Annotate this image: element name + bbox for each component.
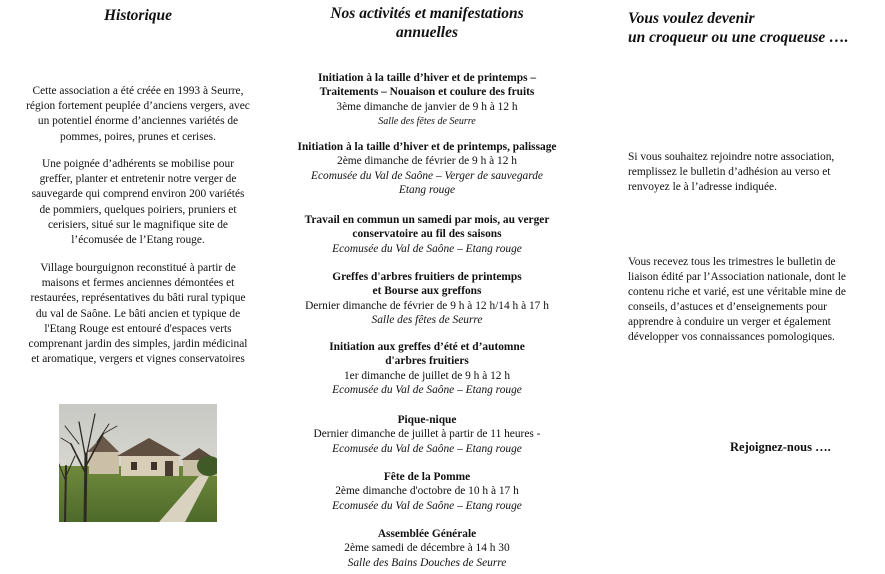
- text-line: Si vous souhaitez rejoindre notre association,: [628, 151, 835, 163]
- activity-location: Salle des Bains Douches de Seurre: [347, 556, 507, 569]
- activity-location: Salle des fêtes de Seurre: [378, 115, 476, 127]
- activity-date: Dernier dimanche de février de 9 h à 12 h/14 h à 17 h: [305, 299, 549, 312]
- devenir-paragraph-1: [628, 150, 878, 195]
- activity-date: 2ème samedi de décembre à 14 h 30: [344, 542, 510, 555]
- activity-location: Ecomusée du Val de Saône – Etang rouge: [332, 499, 522, 512]
- activites-heading: [276, 4, 578, 42]
- activity-title: Assemblée Générale: [377, 528, 477, 540]
- text-line: conseils, d’astuces et d’enseignements pour: [628, 301, 827, 313]
- text-line: l'Etang Rouge est entouré d'espaces verts: [44, 322, 232, 335]
- activity-item: [276, 270, 578, 327]
- text-line: un potentiel énorme d’anciennes variétés de: [37, 115, 239, 128]
- activity-location: Ecomusée du Val de Saône – Etang rouge: [332, 442, 522, 455]
- join-us-text: Rejoignez-nous ….: [730, 440, 831, 454]
- activity-item: [276, 340, 578, 397]
- historique-heading: Historique: [103, 7, 173, 24]
- activity-title: Initiation aux greffes d’été et d’automne: [329, 341, 525, 353]
- historique-paragraph-3: [2, 261, 274, 367]
- activity-date: 2ème dimanche de février de 9 h à 12 h: [337, 155, 517, 168]
- activity-date: 2ème dimanche d'octobre de 10 h à 17 h: [335, 485, 519, 498]
- activity-item: [276, 213, 578, 256]
- text-line: Cette association a été créée en 1993 à Seurre,: [32, 85, 244, 97]
- activity-item: [276, 527, 578, 570]
- text-line: remplissez le bulletin d’adhésion au verso et: [628, 166, 831, 178]
- heading-line: annuelles: [395, 24, 458, 41]
- text-line: maisons et fermes anciennes démontées et: [41, 277, 235, 290]
- activity-title: Greffes d'arbres fruitiers de printemps: [332, 271, 522, 283]
- text-line: du val de Saône. Le bâti ancien et typique de: [35, 307, 241, 320]
- text-line: sauvegarde qui comprend environ 200 variétés: [31, 188, 245, 201]
- activity-location: Etang rouge: [398, 183, 456, 196]
- activity-title: Travail en commun un samedi par mois, au verger: [304, 214, 550, 226]
- activity-title: Traitements – Nouaison et coulure des fruits: [319, 86, 535, 99]
- text-line: et aromatique, vergers et vignes conservatoires: [31, 353, 245, 366]
- activity-item: [276, 413, 578, 456]
- historique-paragraph-2: [2, 157, 274, 248]
- text-line: Village bourguignon reconstitué à partir de: [40, 262, 236, 274]
- text-line: apprendre à conduire un verger et également: [628, 316, 831, 328]
- activity-location: Ecomusée du Val de Saône – Etang rouge: [332, 383, 522, 396]
- text-line: liaison édité par l’Association nationale, dont le: [628, 271, 846, 283]
- text-line: de pommiers, quelques poiriers, pruniers et: [39, 203, 237, 216]
- activity-date: 3ème dimanche de janvier de 9 h à 12 h: [336, 100, 518, 113]
- heading-line: un croqueur ou une croqueuse ….: [628, 29, 849, 46]
- historique-paragraph-1: [2, 84, 274, 145]
- devenir-paragraph-2: [628, 255, 878, 345]
- activity-location: Ecomusée du Val de Saône – Etang rouge: [332, 242, 522, 255]
- text-line: l’écomusée de l’Etang rouge.: [71, 234, 205, 247]
- text-line: renvoyez le à l’adresse indiquée.: [628, 181, 777, 193]
- text-line: greffer, planter et entretenir notre verger de: [39, 173, 237, 186]
- text-line: restaurées, représentatives du bâti rural typique: [30, 292, 246, 305]
- text-line: Vous recevez tous les trimestres le bulletin de: [628, 256, 836, 268]
- heading-line: Nos activités et manifestations: [330, 5, 524, 22]
- text-line: pommes, poires, prunes et cerises.: [60, 130, 216, 143]
- ecomusee-photo: [59, 404, 217, 522]
- activity-date: Dernier dimanche de juillet à partir de 11 heures -: [313, 428, 541, 441]
- text-line: contenu riche et varié, est une véritable mine de: [628, 286, 846, 298]
- text-line: développer vos connaissances pomologiques.: [628, 331, 835, 343]
- activity-item: [276, 71, 578, 129]
- text-line: cerisiers, situé sur le magnifique site de: [48, 218, 228, 231]
- text-line: comprenant jardin des simples, jardin médicinal: [28, 338, 248, 351]
- activity-title: Initiation à la taille d’hiver et de printemps, palissage: [297, 141, 557, 153]
- activity-title: Pique-nique: [397, 414, 457, 426]
- activity-title: Fête de la Pomme: [383, 471, 471, 483]
- text-line: région fortement peuplée d’anciens vergers, avec: [26, 100, 250, 113]
- activity-title: et Bourse aux greffons: [372, 285, 482, 298]
- activity-item: [276, 140, 578, 197]
- heading-line: Vous voulez devenir: [628, 10, 755, 27]
- devenir-heading: [628, 9, 885, 47]
- activity-date: 1er dimanche de juillet de 9 h à 12 h: [343, 369, 511, 382]
- text-line: Une poignée d’adhérents se mobilise pour: [41, 158, 234, 170]
- activity-location: Ecomusée du Val de Saône – Verger de sauvegarde: [311, 169, 543, 182]
- activity-title: d'arbres fruitiers: [385, 355, 469, 368]
- activity-item: [276, 470, 578, 513]
- activity-title: conservatoire au fil des saisons: [352, 228, 502, 241]
- activity-title: Initiation à la taille d’hiver et de printemps –: [317, 72, 537, 84]
- activity-location: Salle des fêtes de Seurre: [371, 313, 483, 326]
